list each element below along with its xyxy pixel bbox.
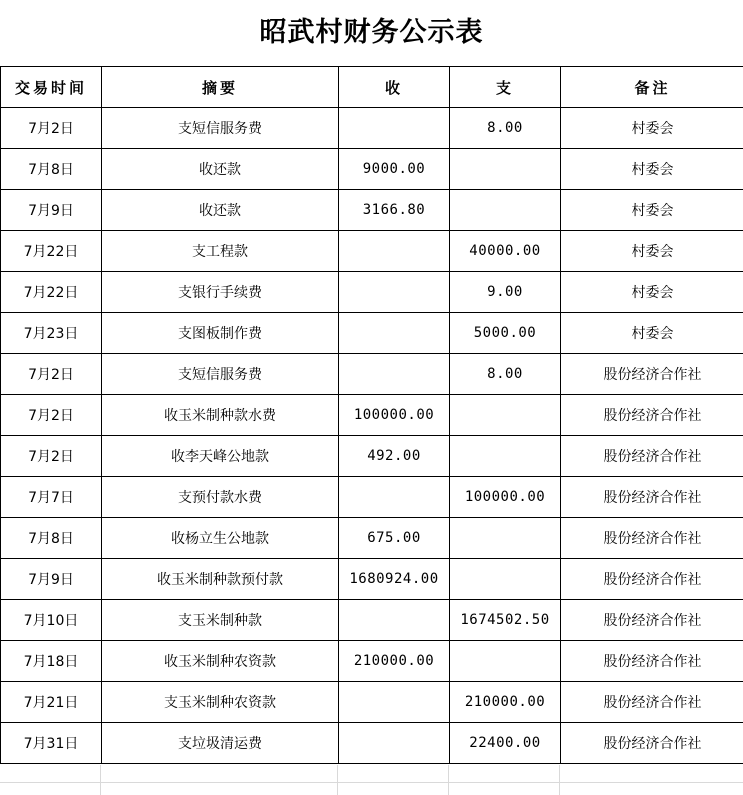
cell-income [339,682,450,723]
cell-summary: 支银行手续费 [102,272,339,313]
header-row [1,67,743,108]
cell-note: 股份经济合作社 [561,354,743,395]
cell-summary: 支短信服务费 [102,108,339,149]
cell-expense [450,190,561,231]
cell-date: 7月2日 [1,108,102,149]
cell-note: 村委会 [561,149,743,190]
cell-note: 股份经济合作社 [561,436,743,477]
header-date: 交易时间 [1,67,102,108]
cell-expense [450,518,561,559]
cell-income: 9000.00 [339,149,450,190]
sheet-gridline [0,782,743,783]
table-row [1,395,743,436]
cell-summary: 收李天峰公地款 [102,436,339,477]
page-title: 昭武村财务公示表 [259,17,484,48]
cell-date: 7月9日 [1,190,102,231]
table-row [1,436,743,477]
cell-note: 股份经济合作社 [561,518,743,559]
cell-note: 村委会 [561,272,743,313]
cell-expense [450,395,561,436]
cell-date: 7月2日 [1,436,102,477]
cell-note: 股份经济合作社 [561,641,743,682]
table-row [1,477,743,518]
cell-expense: 8.00 [450,354,561,395]
cell-date: 7月8日 [1,518,102,559]
cell-summary: 收还款 [102,149,339,190]
table-row [1,600,743,641]
cell-income: 3166.80 [339,190,450,231]
header-income: 收 [339,67,450,108]
cell-note: 股份经济合作社 [561,395,743,436]
cell-income: 210000.00 [339,641,450,682]
cell-expense: 1674502.50 [450,600,561,641]
cell-date: 7月22日 [1,231,102,272]
cell-expense [450,559,561,600]
cell-date: 7月8日 [1,149,102,190]
cell-income: 675.00 [339,518,450,559]
cell-note: 股份经济合作社 [561,477,743,518]
cell-income [339,477,450,518]
cell-summary: 收杨立生公地款 [102,518,339,559]
cell-note: 股份经济合作社 [561,723,743,764]
table-row [1,108,743,149]
table-row [1,641,743,682]
cell-summary: 收玉米制种款水费 [102,395,339,436]
cell-date: 7月9日 [1,559,102,600]
cell-income [339,600,450,641]
cell-date: 7月22日 [1,272,102,313]
cell-date: 7月2日 [1,395,102,436]
cell-summary: 支图板制作费 [102,313,339,354]
sheet-gridline [559,765,560,795]
cell-expense: 40000.00 [450,231,561,272]
cell-expense: 22400.00 [450,723,561,764]
cell-note: 股份经济合作社 [561,682,743,723]
table-row [1,518,743,559]
cell-expense: 5000.00 [450,313,561,354]
cell-income [339,723,450,764]
header-note: 备注 [561,67,743,108]
header-summary: 摘要 [102,67,339,108]
table-row [1,682,743,723]
cell-expense: 100000.00 [450,477,561,518]
cell-date: 7月23日 [1,313,102,354]
cell-date: 7月7日 [1,477,102,518]
cell-note: 村委会 [561,313,743,354]
table-body [1,108,743,764]
cell-summary: 支玉米制种农资款 [102,682,339,723]
cell-expense [450,436,561,477]
cell-expense: 9.00 [450,272,561,313]
cell-income [339,272,450,313]
cell-summary: 收还款 [102,190,339,231]
table-row [1,313,743,354]
cell-income [339,313,450,354]
finance-table [0,66,743,764]
table-row [1,723,743,764]
cell-summary: 支垃圾清运费 [102,723,339,764]
table-row [1,231,743,272]
cell-summary: 收玉米制种农资款 [102,641,339,682]
header-expense: 支 [450,67,561,108]
cell-expense: 8.00 [450,108,561,149]
cell-summary: 支工程款 [102,231,339,272]
cell-note: 村委会 [561,231,743,272]
cell-summary: 支短信服务费 [102,354,339,395]
table-row [1,190,743,231]
cell-income [339,231,450,272]
table-row [1,354,743,395]
cell-date: 7月31日 [1,723,102,764]
table-row [1,559,743,600]
sheet-gridline [337,765,338,795]
cell-summary: 支预付款水费 [102,477,339,518]
cell-income [339,354,450,395]
cell-income: 1680924.00 [339,559,450,600]
cell-expense [450,149,561,190]
table-row [1,149,743,190]
cell-summary: 收玉米制种款预付款 [102,559,339,600]
cell-income: 100000.00 [339,395,450,436]
cell-expense [450,641,561,682]
cell-income: 492.00 [339,436,450,477]
cell-date: 7月10日 [1,600,102,641]
cell-note: 村委会 [561,190,743,231]
cell-date: 7月21日 [1,682,102,723]
sheet-gridline [100,765,101,795]
cell-note: 股份经济合作社 [561,559,743,600]
cell-date: 7月18日 [1,641,102,682]
cell-note: 村委会 [561,108,743,149]
cell-note: 股份经济合作社 [561,600,743,641]
cell-expense: 210000.00 [450,682,561,723]
table-row [1,272,743,313]
cell-summary: 支玉米制种款 [102,600,339,641]
cell-date: 7月2日 [1,354,102,395]
cell-income [339,108,450,149]
sheet-gridline [448,765,449,795]
